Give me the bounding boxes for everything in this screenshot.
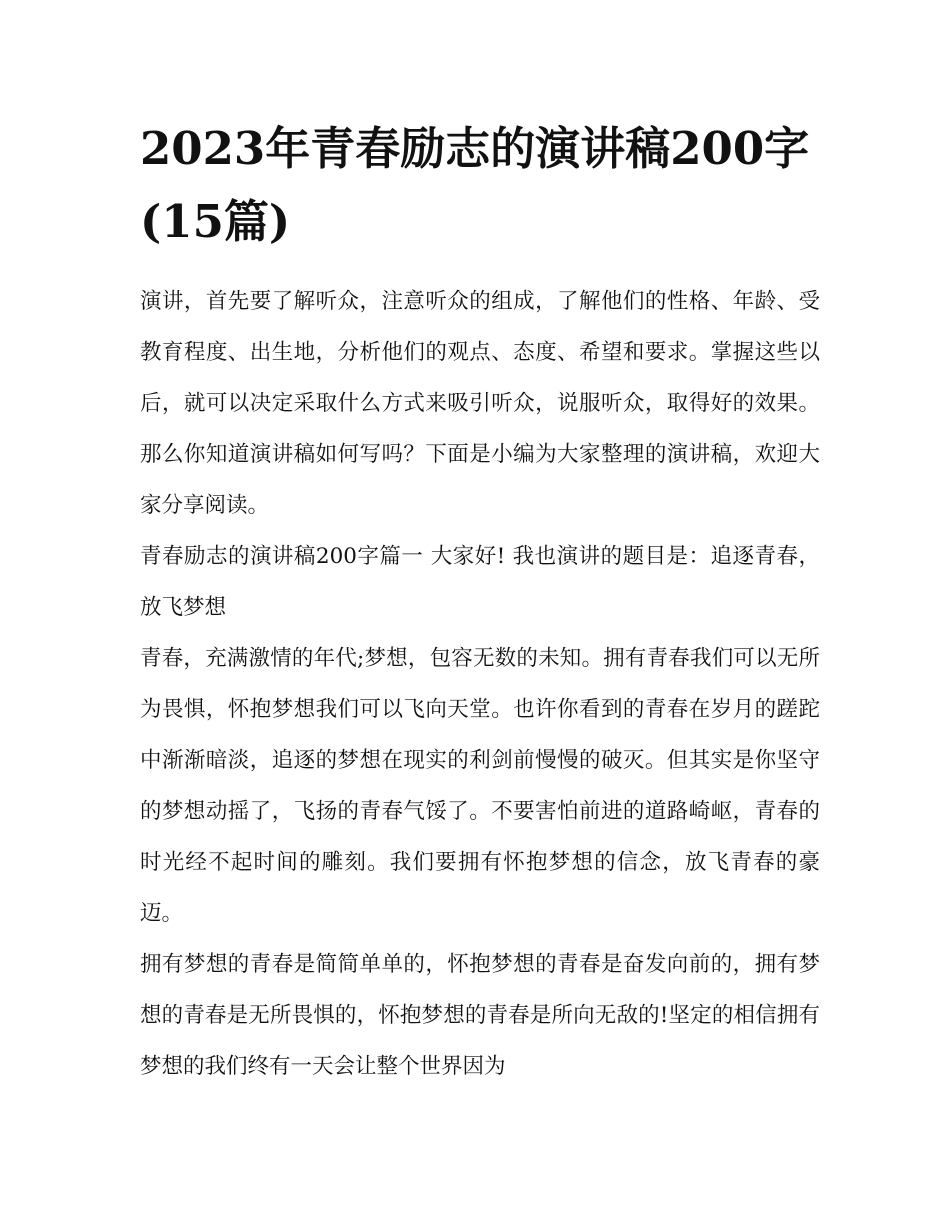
document-body [140, 276, 820, 1092]
intro-paragraph: 演讲，首先要了解听众，注意听众的组成，了解他们的性格、年龄、受教育程度、出生地，分析他们的观点、态度、希望和要求。掌握这些以后，就可以决定采取什么方式来吸引听众，说服听众，取得好的效果。那么你知道演讲稿如何写吗？下面是小编为大家整理的演讲稿，欢迎大家分享阅读。 [140, 289, 820, 518]
body-paragraph: 青春，充满激情的年代;梦想，包容无数的未知。拥有青春我们可以无所为畏惧，怀抱梦想我们可以飞向天堂。也许你看到的青春在岁月的蹉跎中渐渐暗淡，追逐的梦想在现实的利剑前慢慢的破灭。但其实是你坚守的梦想动摇了，飞扬的青春气馁了。不要害怕前进的道路崎岖，青春的时光经不起时间的雕刻。我们要拥有怀抱梦想的信念，放飞青春的豪迈。 [140, 646, 820, 926]
section-heading-paragraph: 青春励志的演讲稿200字篇一 大家好! 我也演讲的题目是：追逐青春，放飞梦想 [140, 544, 820, 620]
body-paragraph: 拥有梦想的青春是简简单单的，怀抱梦想的青春是奋发向前的，拥有梦想的青春是无所畏惧的，怀抱梦想的青春是所向无敌的!坚定的相信拥有梦想的我们终有一天会让整个世界因为 [140, 952, 820, 1079]
document-title: 2023年青春励志的演讲稿200字(15篇) [140, 122, 810, 248]
